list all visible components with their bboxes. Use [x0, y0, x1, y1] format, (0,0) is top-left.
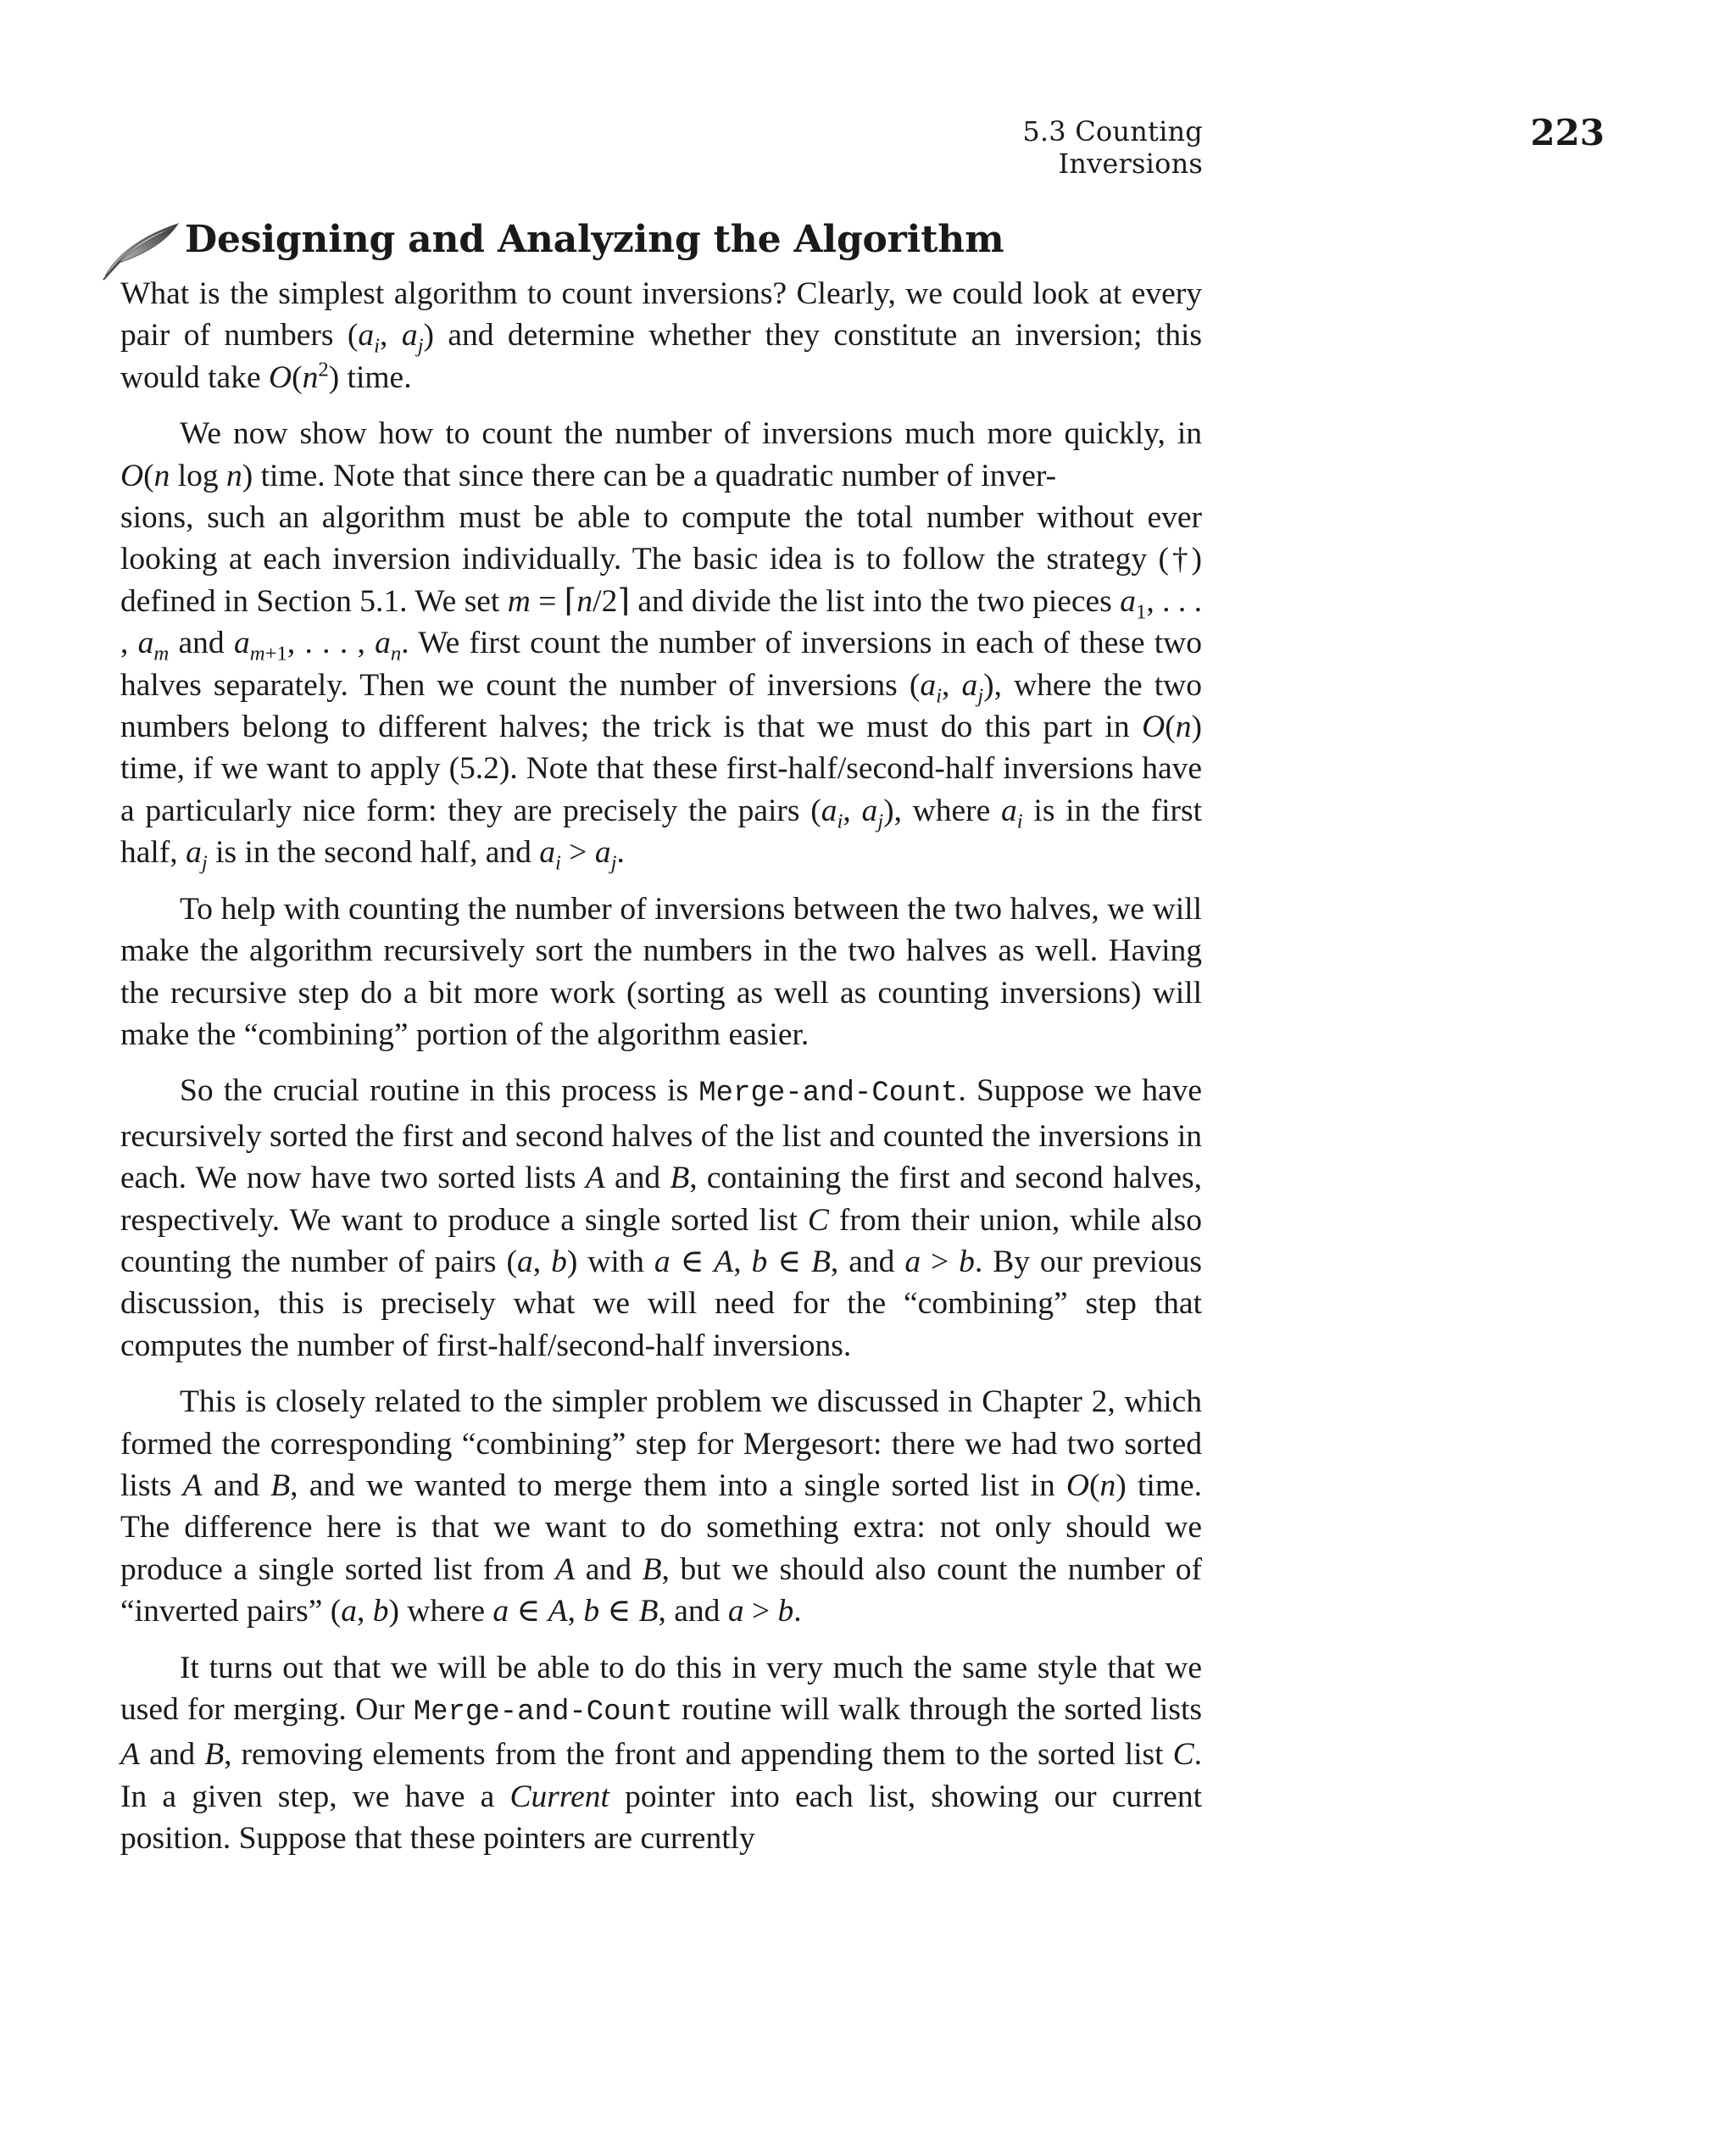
- section-heading: Designing and Analyzing the Algorithm: [185, 218, 1004, 261]
- paragraph-1: What is the simplest algorithm to count inversions? Clearly, we could look at every pair of numbers ($a_i$, $a_j$) and determine whether they constitute an inversion; this would take $O(n^2)$ time.: [120, 276, 1203, 395]
- quill-icon: [100, 214, 185, 281]
- page-number: 223: [1530, 112, 1605, 153]
- running-head: 5.3 Counting Inversions: [1022, 115, 1203, 180]
- paragraph-2: We now show how to count the number of inversions much more quickly, in O(n log n) time. Note that since there can be a quadratic number of inver- sions, such an algorithm must be able to compute the total number without ever looking at each inversion individually. The basic idea is to follow the strategy (†) defined in Section 5.1. We set m = ⌈n/2⌉ and divide the list into the two pieces $a_1$, . . . , $a_m$ and $a_{m+1}$, . . . , $a_n$. We first count the number of inversions in each of these two halves separately. Then we count the number of inversions ($a_i$, $a_j$), where the two numbers belong to different halves; the trick is that we must do this part in O(n) time, if we want to apply (5.2). Note that these first-half/second-half inversions have a particularly nice form: they are precisely the pairs ($a_i$, $a_j$), where $a_i$ is in the first half, $a_j$ is in the second half, and $a_i > a_j$.: [120, 416, 1203, 875]
- paragraph-6: It turns out that we will be able to do this in very much the same style that we used for merging. Our Merge-and-Count routine will walk through the sorted lists A and B, removing elements from the front and appending them to the sorted list C. In a given step, we have a Current pointer into each list, showing our current position. Suppose that these pointers are currently: [120, 1650, 1202, 1857]
- paragraph-4: So the crucial routine in this process is Merge-and-Count. Suppose we have recursively sorted the first and second halves of the list and counted the inversions in each. We now have two sorted lists A and B, containing the first and second halves, respectively. We want to produce a single sorted list C from their union, while also counting the number of pairs (a, b) with a ∈ A, b ∈ B, and a > b. By our previous discussion, this is precisely what we will need for the “combining” step that computes the number of first-half/second-half inversions.: [120, 1073, 1203, 1363]
- paragraph-5: This is closely related to the simpler problem we discussed in Chapter 2, which formed the corresponding “combining” step for Mergesort: there we had two sorted lists A and B, and we wanted to merge them into a single sorted list in O(n) time. The difference here is that we want to do something extra: not only should we produce a single sorted list from A and B, but we should also count the number of “inverted pairs” (a, b) where a ∈ A, b ∈ B, and a > b.: [120, 1384, 1203, 1629]
- paragraph-3: To help with counting the number of inversions between the two halves, we will make the algorithm recursively sort the numbers in the two halves as well. Having the recursive step do a bit more work (sorting as well as counting inversions) will make the “combining” portion of the algorithm easier.: [120, 891, 1202, 1052]
- body-text: [120, 273, 1202, 1874]
